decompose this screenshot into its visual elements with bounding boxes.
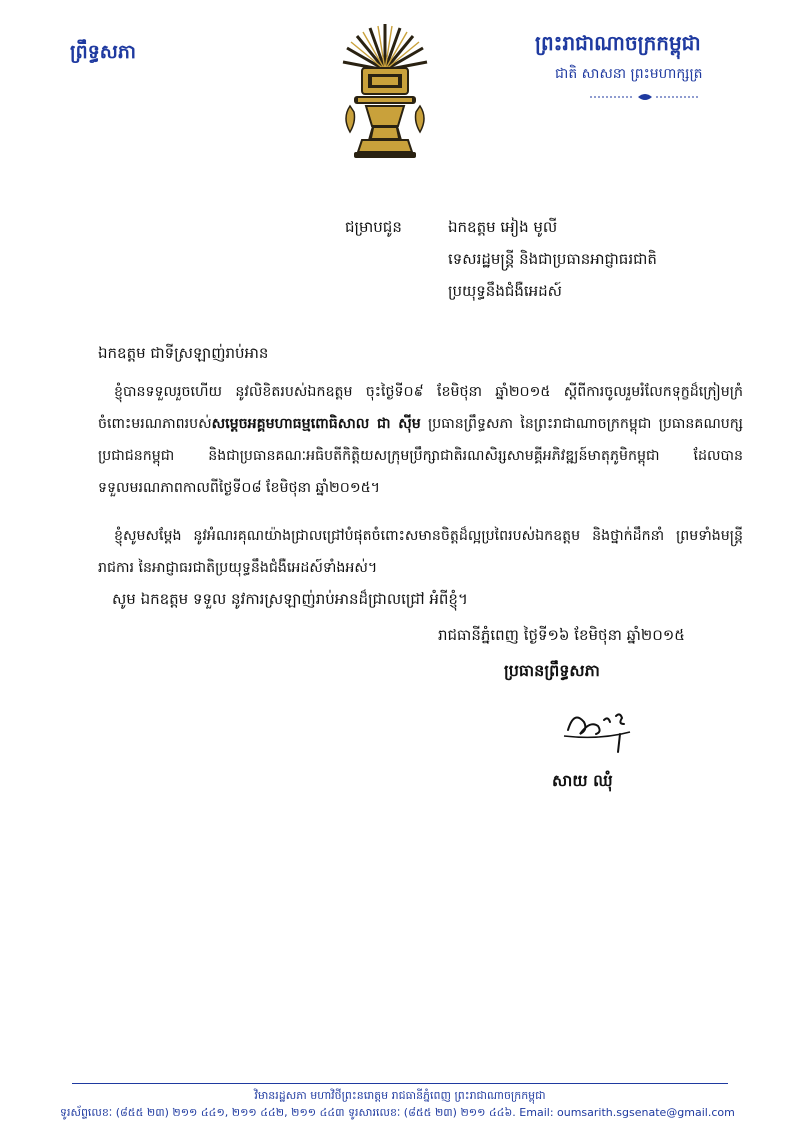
kingdom-title: ព្រះរាជាណាចក្រកម្ពុជា: [535, 31, 701, 55]
kingdom-motto: ជាតិ សាសនា ព្រះមហាក្សត្រ: [555, 66, 703, 82]
paragraph-1-honorific-name: សម្តេចអគ្គមហាធម្មពោធិសាល ជា ស៊ីម: [211, 416, 421, 432]
paragraph-2-text: ខ្ញុំសូមសម្តែង នូវអំណរគុណយ៉ាងជ្រាលជ្រៅបំផុតចំពោះសមានចិត្តដ៏ល្អប្រពៃរបស់ឯកឧត្តម និងថ្នាក់ដឹកនាំ ព្រមទាំងមន្ត្រីរាជការ នៃអាជ្ញាធរជាតិប្រយុទ្ធនឹងជំងឺអេដស៍ទាំងអស់។: [98, 528, 743, 576]
recipient-name: ឯកឧត្តម អៀង មូលី: [448, 218, 558, 236]
salutation: ឯកឧត្តម ជាទីស្រឡាញ់រាប់អាន: [98, 344, 269, 362]
paragraph-1: [98, 376, 743, 504]
paragraph-2: [98, 520, 743, 584]
paragraph-1-text-b: ប្រធានព្រឹទ្ធសភា នៃព្រះរាជាណាចក្រកម្ពុជា ប្រធានគណបក្សប្រជាជនកម្ពុជា និងជាប្រធានគណៈអធិបតីកិត្តិយសក្រុមប្រឹក្សាជាតិរណសិរ្សសាមគ្គីអភិវឌ្ឍន៍មាតុភូមិកម្ពុជា ដែលបានទទួលមរណភាពកាលពីថ្ងៃទី០៨ ខែមិថុនា ឆ្នាំ២០១៥។: [98, 416, 743, 496]
sender-org: ព្រឹទ្ធសភា: [70, 41, 136, 63]
closing-line: សូម ឯកឧត្តម ទទួល នូវការស្រឡាញ់រាប់អានដ៏ជ្រាលជ្រៅ អំពីខ្ញុំ។: [112, 590, 468, 608]
signer-title: ប្រធានព្រឹទ្ធសភា: [504, 661, 600, 680]
paragraph-1-text-a: ខ្ញុំបានទទួលរួចហើយ នូវលិខិតរបស់ឯកឧត្តម ចុះថ្ងៃទី០៩ ខែមិថុនា ឆ្នាំ២០១៥ ស្តីពីការចូលរួមរំលែកទុក្ខដ៏ក្រៀមក្រំចំពោះមរណភាពរបស់: [98, 384, 743, 432]
footer-contact: ទូរស័ព្ទលេខៈ (៨៥៥ ២៣) ២១១ ៤៤១, ២១១ ៤៤២, ២១១ ៤៤៣ ទូរសារលេខៈ (៨៥៥ ២៣) ២១១ ៤៤៦. Email: oumsarith.sgsenate@gmail.com: [60, 1106, 735, 1119]
recipient-title-line2: ប្រយុទ្ធនឹងជំងឺអេដស៍: [448, 282, 562, 300]
recipient-title-line1: ទេសរដ្ឋមន្ត្រី និងជាប្រធានអាជ្ញាធរជាតិ: [448, 250, 657, 268]
date-line: រាជធានីភ្នំពេញ ថ្ងៃទី១៦ ខែមិថុនា ឆ្នាំ២០១៥: [438, 626, 685, 644]
royal-emblem-icon: [340, 22, 430, 160]
recipient-label: ជម្រាបជូន: [345, 218, 402, 236]
footer-divider: [72, 1083, 728, 1084]
signer-name: សាយ ឈុំ: [552, 771, 613, 790]
signature-icon: [560, 700, 650, 760]
footer-address: វិមានរដ្ឋសភា មហាវិថីព្រះនរោត្តម រាជធានីភ្នំពេញ ព្រះរាជាណាចក្រកម្ពុជា: [254, 1089, 546, 1102]
motto-ornament-icon: [590, 92, 700, 102]
